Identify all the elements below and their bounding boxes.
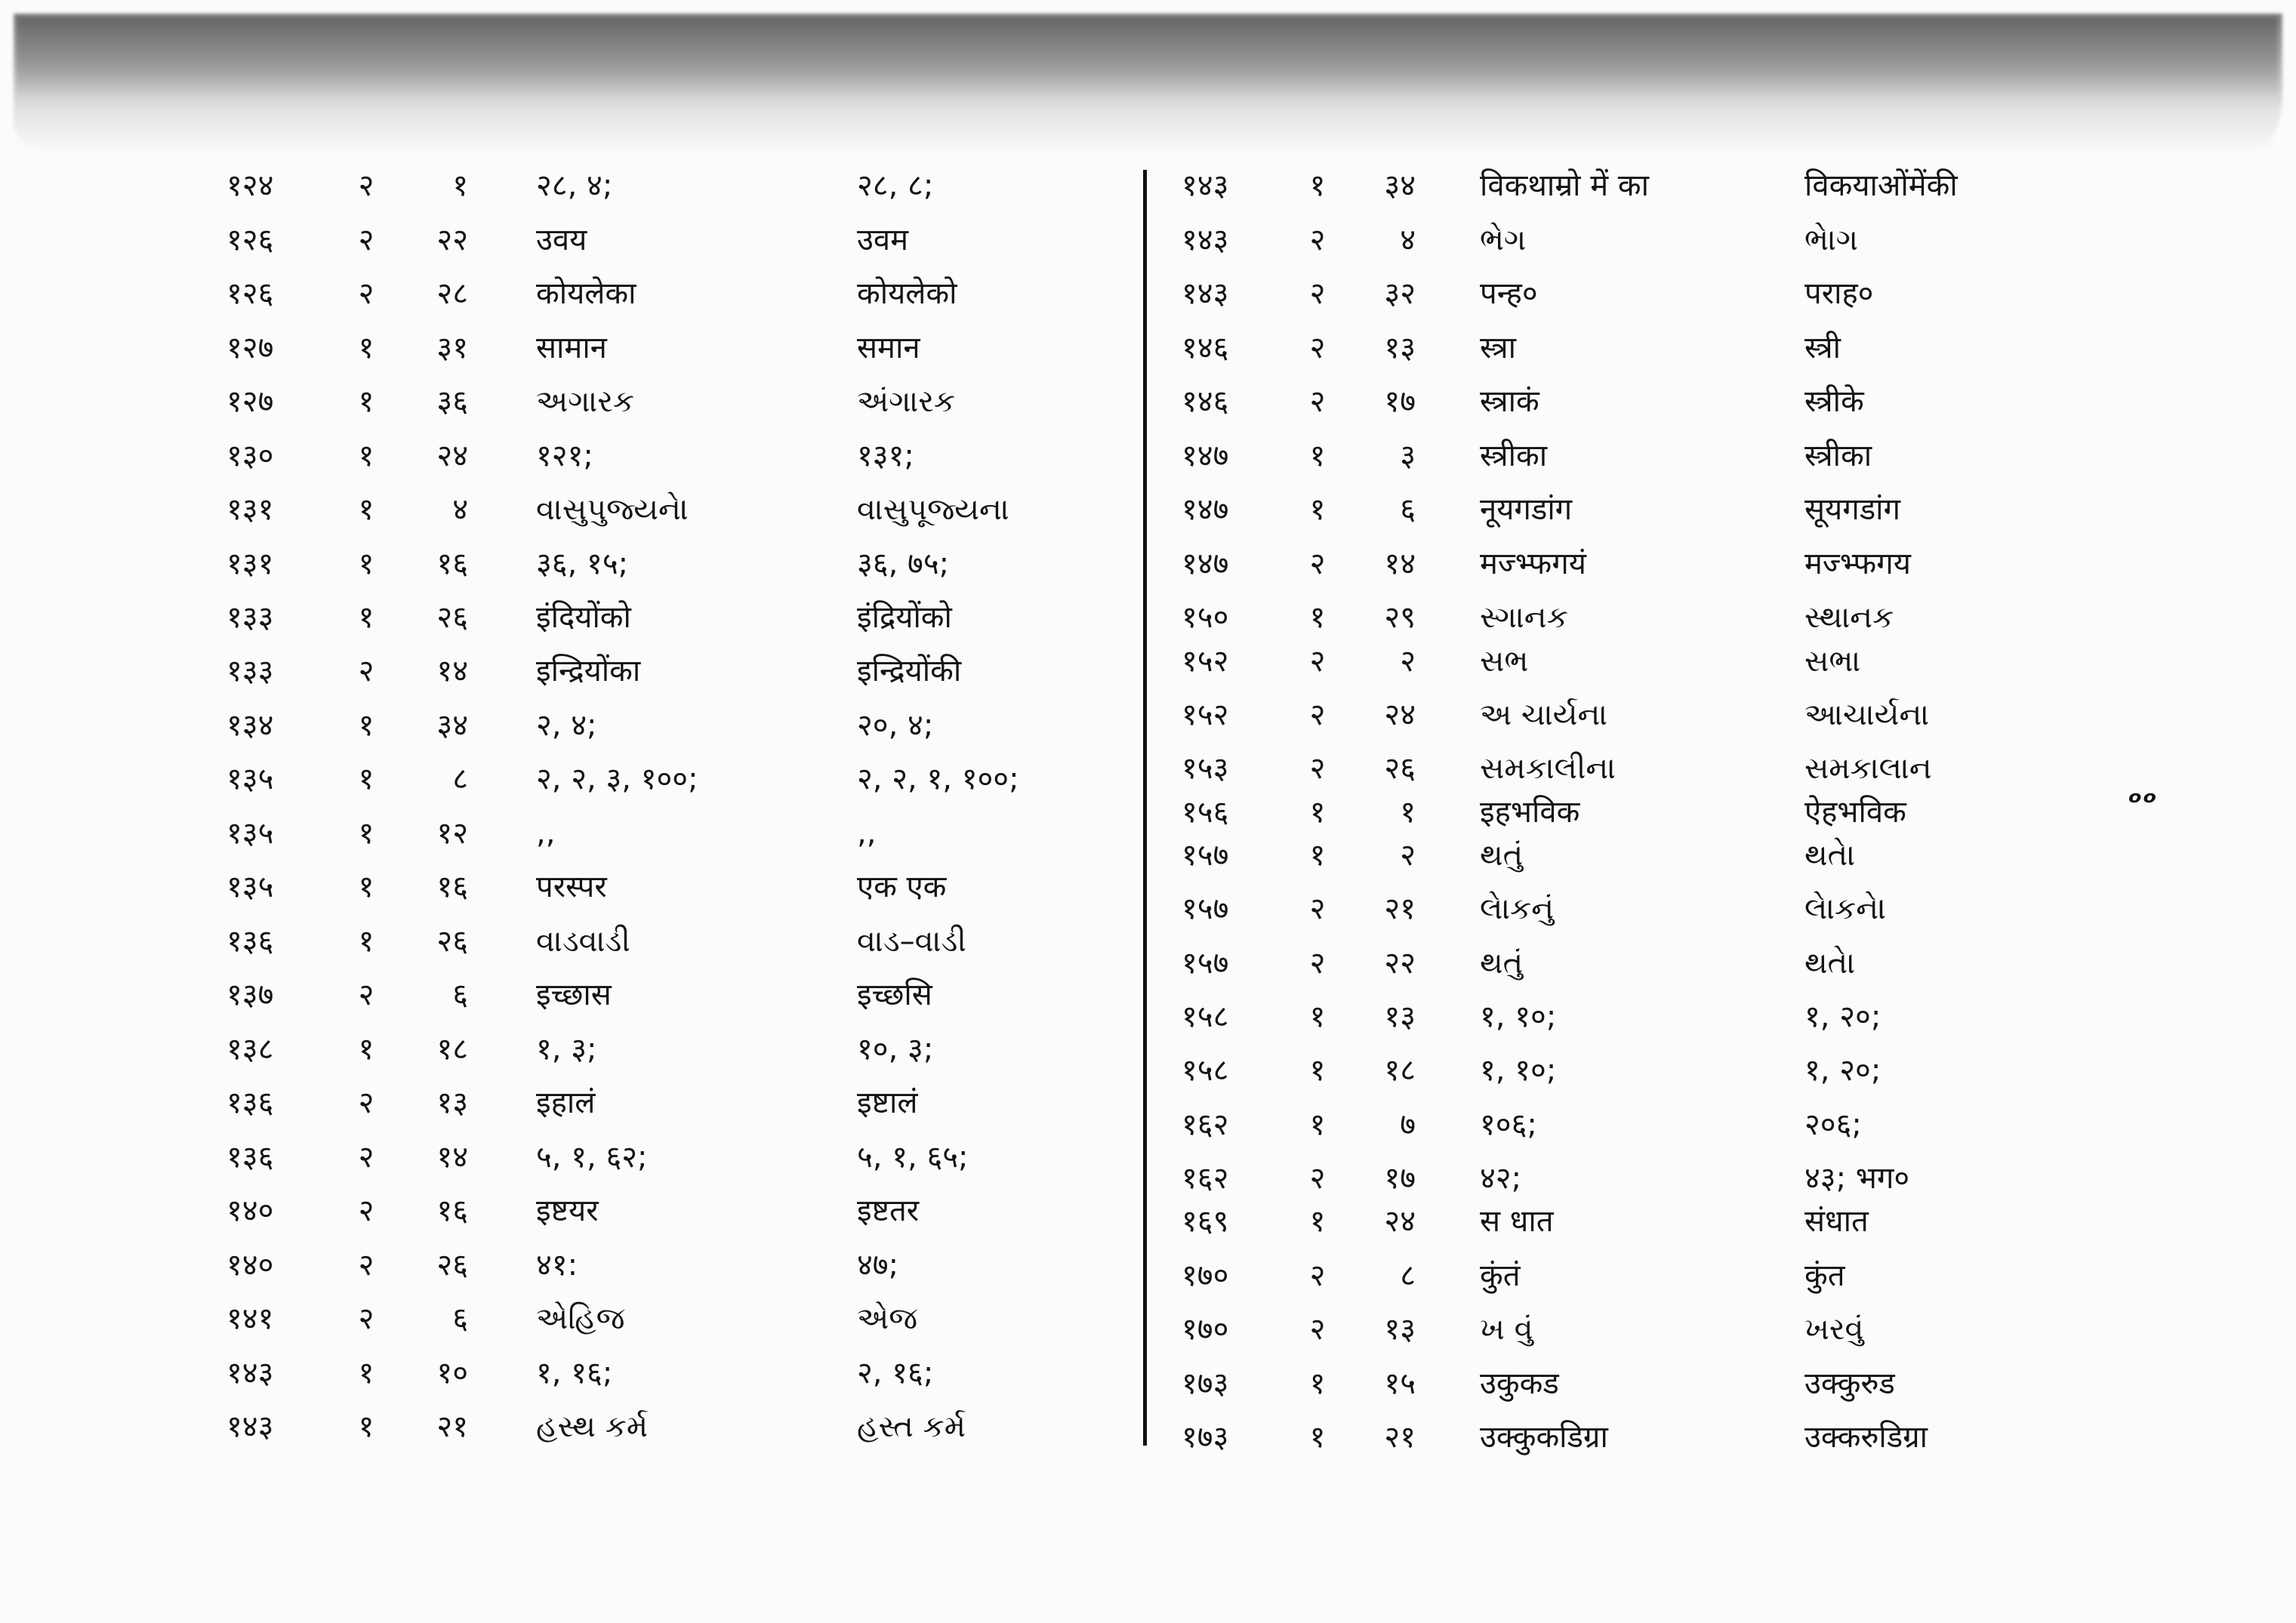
incorrect-text: १०६; bbox=[1480, 1107, 1537, 1142]
page-number: १४७ bbox=[1182, 439, 1229, 473]
line-number: २ bbox=[1400, 644, 1416, 679]
line-number: २१ bbox=[436, 1409, 468, 1444]
correct-text: मज्भ्फगय bbox=[1804, 547, 1911, 581]
column-number: २ bbox=[1309, 1161, 1326, 1196]
page-number: १६२ bbox=[1182, 1161, 1229, 1196]
incorrect-text: परस्पर bbox=[536, 870, 607, 904]
incorrect-text: १, १६; bbox=[536, 1356, 613, 1390]
correct-text: उवम bbox=[857, 223, 909, 257]
correct-text: १, २०; bbox=[1804, 999, 1881, 1034]
line-number: १३ bbox=[436, 1086, 468, 1120]
errata-row bbox=[227, 650, 1140, 692]
page-number: १४७ bbox=[1182, 547, 1229, 581]
incorrect-text: उकुकड bbox=[1480, 1366, 1559, 1401]
line-number: २९ bbox=[1384, 600, 1416, 635]
correct-text: એજ bbox=[857, 1301, 918, 1336]
line-number: १५ bbox=[1384, 1366, 1416, 1401]
errata-row bbox=[1182, 543, 2088, 585]
correct-text: इष्टतर bbox=[857, 1193, 920, 1228]
column-number: १ bbox=[358, 547, 374, 581]
line-number: २४ bbox=[436, 439, 468, 473]
incorrect-text: ५, १, ६२; bbox=[536, 1140, 648, 1175]
line-number: १ bbox=[452, 168, 468, 203]
column-number: २ bbox=[1309, 751, 1326, 786]
page-number: १३५ bbox=[227, 816, 274, 851]
correct-text: २०, ४; bbox=[857, 708, 934, 743]
page-number: १६२ bbox=[1182, 1107, 1229, 1142]
page-number: १४३ bbox=[1182, 276, 1229, 311]
incorrect-text: થતું bbox=[1480, 946, 1524, 981]
line-number: २४ bbox=[1384, 1204, 1416, 1239]
incorrect-text: ખ વું bbox=[1480, 1312, 1533, 1347]
margin-mark: ᵒᵒ bbox=[2128, 785, 2158, 820]
correct-text: इन्द्रियोंकी bbox=[857, 654, 962, 688]
incorrect-text: पन्ह० bbox=[1480, 276, 1538, 311]
page-number: १४६ bbox=[1182, 384, 1229, 419]
line-number: ६ bbox=[1400, 492, 1416, 527]
errata-row bbox=[1182, 219, 2088, 261]
line-number: २ bbox=[1400, 838, 1416, 873]
errata-row bbox=[227, 488, 1140, 531]
errata-row bbox=[227, 1028, 1140, 1070]
line-number: २६ bbox=[436, 924, 468, 959]
errata-row bbox=[227, 273, 1140, 315]
incorrect-text: થતું bbox=[1480, 838, 1524, 873]
line-number: १८ bbox=[1384, 1053, 1416, 1088]
errata-row bbox=[1182, 327, 2088, 369]
column-number: १ bbox=[1309, 838, 1326, 873]
column-number: १ bbox=[358, 1032, 374, 1067]
incorrect-text: ३६, १५; bbox=[536, 547, 629, 581]
page-number: १४० bbox=[227, 1248, 274, 1283]
errata-row bbox=[1182, 1255, 2088, 1297]
line-number: १८ bbox=[436, 1032, 468, 1067]
page-number: १४७ bbox=[1182, 492, 1229, 527]
correct-text: विकयाओंमेंकी bbox=[1804, 168, 1958, 203]
column-number: २ bbox=[358, 1140, 374, 1175]
line-number: २६ bbox=[436, 600, 468, 635]
incorrect-text: सामान bbox=[536, 331, 607, 365]
column-number: २ bbox=[358, 654, 374, 688]
correct-text: इष्टालं bbox=[857, 1086, 918, 1120]
page-number: १४६ bbox=[1182, 331, 1229, 365]
page-number: १३८ bbox=[227, 1032, 274, 1067]
page-number: १५६ bbox=[1182, 795, 1229, 830]
line-number: १ bbox=[1400, 795, 1416, 830]
correct-text: હસ્ત કર્મ bbox=[857, 1409, 966, 1444]
correct-text: कोयलेको bbox=[857, 276, 957, 311]
column-number: १ bbox=[358, 384, 374, 419]
column-number: २ bbox=[358, 276, 374, 311]
incorrect-text: कुंतं bbox=[1480, 1258, 1521, 1293]
page-number: १३४ bbox=[227, 708, 274, 743]
column-number: २ bbox=[1309, 547, 1326, 581]
page-number: १५७ bbox=[1182, 892, 1229, 926]
incorrect-text: मज्भ्फगयं bbox=[1480, 547, 1586, 581]
page-number: १४० bbox=[227, 1193, 274, 1228]
page-number: १४३ bbox=[1182, 223, 1229, 257]
line-number: १४ bbox=[1384, 547, 1416, 581]
column-number: २ bbox=[1309, 892, 1326, 926]
incorrect-text: હસ્થ કર્મ bbox=[536, 1409, 649, 1444]
errata-row bbox=[227, 812, 1140, 855]
line-number: १४ bbox=[436, 1140, 468, 1175]
correct-text: ४७; bbox=[857, 1248, 899, 1283]
correct-text: समान bbox=[857, 331, 920, 365]
column-number: २ bbox=[358, 168, 374, 203]
column-number: २ bbox=[358, 1193, 374, 1228]
column-number: १ bbox=[1309, 999, 1326, 1034]
page-number: १३७ bbox=[227, 978, 274, 1012]
errata-row bbox=[227, 1190, 1140, 1232]
incorrect-text: १, १०; bbox=[1480, 999, 1557, 1034]
page-number: १२७ bbox=[227, 331, 274, 365]
page-number: १३६ bbox=[227, 1140, 274, 1175]
column-number: २ bbox=[1309, 331, 1326, 365]
line-number: २२ bbox=[1384, 946, 1416, 981]
errata-row bbox=[1182, 1363, 2088, 1405]
errata-row bbox=[227, 866, 1140, 908]
correct-text: २८, ८; bbox=[857, 168, 934, 203]
line-number: ३२ bbox=[1384, 276, 1416, 311]
correct-text: ३६, ७५; bbox=[857, 547, 950, 581]
incorrect-text: અ ચાર્યના bbox=[1480, 698, 1608, 732]
correct-text: स्त्रीका bbox=[1804, 439, 1872, 473]
page-number: १३१ bbox=[227, 547, 274, 581]
page-number: १४३ bbox=[227, 1356, 274, 1390]
errata-row bbox=[1182, 694, 2088, 736]
errata-row bbox=[227, 219, 1140, 261]
column-number: १ bbox=[358, 331, 374, 365]
column-number: १ bbox=[358, 870, 374, 904]
column-number: २ bbox=[1309, 276, 1326, 311]
errata-row bbox=[227, 1244, 1140, 1286]
errata-row bbox=[1182, 165, 2088, 207]
column-number: २ bbox=[1309, 698, 1326, 732]
correct-text: અંગારક bbox=[857, 384, 956, 419]
column-number: १ bbox=[358, 600, 374, 635]
column-number: १ bbox=[1309, 795, 1326, 830]
line-number: ८ bbox=[1400, 1258, 1416, 1293]
correct-text: संधात bbox=[1804, 1204, 1869, 1239]
correct-text: २०६; bbox=[1804, 1107, 1862, 1142]
errata-row bbox=[1182, 996, 2088, 1038]
incorrect-text: २८, ४; bbox=[536, 168, 613, 203]
incorrect-text: એહિજ bbox=[536, 1301, 625, 1336]
line-number: ४ bbox=[452, 492, 468, 527]
incorrect-text: कोयलेका bbox=[536, 276, 636, 311]
incorrect-text: અગારક bbox=[536, 384, 635, 419]
correct-text: સમકાલાન bbox=[1804, 751, 1932, 786]
correct-text: एक एक bbox=[857, 870, 947, 904]
incorrect-text: ,, bbox=[536, 816, 556, 851]
column-number: २ bbox=[358, 1301, 374, 1336]
column-number: १ bbox=[1309, 600, 1326, 635]
column-divider bbox=[1143, 170, 1147, 1446]
correct-text: લેાકને। bbox=[1804, 892, 1887, 926]
line-number: ४ bbox=[1400, 223, 1416, 257]
correct-text: થતેા bbox=[1804, 946, 1855, 981]
column-number: १ bbox=[358, 708, 374, 743]
line-number: १४ bbox=[436, 654, 468, 688]
column-number: १ bbox=[358, 1409, 374, 1444]
page-number: १३५ bbox=[227, 870, 274, 904]
incorrect-text: १, ३; bbox=[536, 1032, 597, 1067]
errata-row bbox=[1182, 1416, 2088, 1458]
correct-text: ५, १, ६५; bbox=[857, 1140, 969, 1175]
errata-row bbox=[227, 920, 1140, 962]
column-number: २ bbox=[358, 223, 374, 257]
line-number: २६ bbox=[436, 1248, 468, 1283]
errata-row bbox=[227, 596, 1140, 639]
column-number: १ bbox=[1309, 492, 1326, 527]
errata-row bbox=[227, 758, 1140, 800]
page-number: १६९ bbox=[1182, 1204, 1229, 1239]
line-number: ७ bbox=[1400, 1107, 1416, 1142]
incorrect-text: इहभविक bbox=[1480, 795, 1580, 830]
errata-row bbox=[1182, 1049, 2088, 1092]
page-number: १७० bbox=[1182, 1312, 1229, 1347]
correct-text: ભેાગ bbox=[1804, 223, 1858, 257]
column-number: २ bbox=[1309, 1258, 1326, 1293]
errata-row bbox=[227, 435, 1140, 477]
page-number: १५८ bbox=[1182, 999, 1229, 1034]
page-number: १७३ bbox=[1182, 1366, 1229, 1401]
page-number: १५० bbox=[1182, 600, 1229, 635]
column-number: १ bbox=[358, 492, 374, 527]
incorrect-text: विकथाम्रो में का bbox=[1480, 168, 1649, 203]
line-number: २१ bbox=[1384, 892, 1416, 926]
line-number: १० bbox=[436, 1356, 468, 1390]
column-number: १ bbox=[358, 816, 374, 851]
column-number: १ bbox=[358, 924, 374, 959]
page-number: १४१ bbox=[227, 1301, 274, 1336]
page-number: १५८ bbox=[1182, 1053, 1229, 1088]
line-number: २६ bbox=[1384, 751, 1416, 786]
page-number: १२४ bbox=[227, 168, 274, 203]
correct-text: ખરવું bbox=[1804, 1312, 1864, 1347]
line-number: १३ bbox=[1384, 1312, 1416, 1347]
errata-row bbox=[1182, 1200, 2088, 1243]
errata-row bbox=[1182, 596, 2088, 639]
correct-text: सूयगडांग bbox=[1804, 492, 1901, 527]
errata-row bbox=[227, 1136, 1140, 1178]
errata-row bbox=[227, 974, 1140, 1016]
errata-row bbox=[227, 543, 1140, 585]
line-number: १६ bbox=[436, 870, 468, 904]
line-number: २४ bbox=[1384, 698, 1416, 732]
line-number: ६ bbox=[452, 1301, 468, 1336]
page-number: १५७ bbox=[1182, 946, 1229, 981]
incorrect-text: नूयगडांग bbox=[1480, 492, 1573, 527]
column-number: २ bbox=[1309, 1312, 1326, 1347]
correct-text: ४३; भग० bbox=[1804, 1161, 1910, 1196]
incorrect-text: स्त्रा bbox=[1480, 331, 1516, 365]
correct-text: २, २, १, १००; bbox=[857, 762, 1019, 796]
incorrect-text: ભેગ bbox=[1480, 223, 1527, 257]
column-number: १ bbox=[1309, 1366, 1326, 1401]
line-number: ३६ bbox=[436, 384, 468, 419]
column-number: २ bbox=[1309, 384, 1326, 419]
incorrect-text: इहालं bbox=[536, 1086, 596, 1120]
errata-row bbox=[227, 327, 1140, 369]
incorrect-text: स धात bbox=[1480, 1204, 1554, 1239]
page-number: १५२ bbox=[1182, 644, 1229, 679]
page-number: १३३ bbox=[227, 600, 274, 635]
correct-text: ,, bbox=[857, 816, 877, 851]
page-number: १३३ bbox=[227, 654, 274, 688]
column-number: १ bbox=[358, 762, 374, 796]
column-number: १ bbox=[1309, 1204, 1326, 1239]
errata-row bbox=[1182, 640, 2088, 682]
incorrect-text: १, १०; bbox=[1480, 1053, 1557, 1088]
incorrect-text: इन्द्रियोंका bbox=[536, 654, 641, 688]
errata-row bbox=[227, 1298, 1140, 1340]
incorrect-text: १२१; bbox=[536, 439, 593, 473]
column-number: २ bbox=[358, 978, 374, 1012]
line-number: १७ bbox=[1384, 1161, 1416, 1196]
incorrect-text: વાડવાડી bbox=[536, 924, 630, 959]
page-number: १२६ bbox=[227, 276, 274, 311]
correct-text: ऐहभविक bbox=[1804, 795, 1906, 830]
column-number: १ bbox=[1309, 439, 1326, 473]
column-number: २ bbox=[1309, 644, 1326, 679]
page-number: १७३ bbox=[1182, 1420, 1229, 1455]
page-number: १३५ bbox=[227, 762, 274, 796]
line-number: १६ bbox=[436, 547, 468, 581]
errata-row bbox=[1182, 380, 2088, 423]
page-number: १२६ bbox=[227, 223, 274, 257]
page-number: १५७ bbox=[1182, 838, 1229, 873]
correct-text: कुंत bbox=[1804, 1258, 1845, 1293]
page-number: १५२ bbox=[1182, 698, 1229, 732]
errata-row bbox=[1182, 1104, 2088, 1146]
correct-text: उक्करुडिग्रा bbox=[1804, 1420, 1928, 1455]
incorrect-text: ४१: bbox=[536, 1248, 578, 1283]
correct-text: इच्छसि bbox=[857, 978, 932, 1012]
incorrect-text: इच्छास bbox=[536, 978, 612, 1012]
line-number: १३ bbox=[1384, 331, 1416, 365]
line-number: २२ bbox=[436, 223, 468, 257]
incorrect-text: २, २, ३, १००; bbox=[536, 762, 698, 796]
errata-row bbox=[1182, 1157, 2088, 1200]
correct-text: વાસુપૂજ્યના bbox=[857, 492, 1009, 527]
line-number: ३४ bbox=[1384, 168, 1416, 203]
errata-row bbox=[227, 1082, 1140, 1124]
incorrect-text: સ્ગાનક bbox=[1480, 600, 1568, 635]
correct-text: વાડ–વાડી bbox=[857, 924, 966, 959]
column-number: १ bbox=[358, 439, 374, 473]
incorrect-text: स्त्राकं bbox=[1480, 384, 1539, 419]
errata-row bbox=[1182, 942, 2088, 984]
incorrect-text: લેાકનું bbox=[1480, 892, 1555, 926]
page-number: १२७ bbox=[227, 384, 274, 419]
incorrect-text: સભ bbox=[1480, 644, 1529, 679]
column-number: १ bbox=[1309, 1107, 1326, 1142]
line-number: ८ bbox=[452, 762, 468, 796]
line-number: १७ bbox=[1384, 384, 1416, 419]
correct-text: उक्कुरुड bbox=[1804, 1366, 1895, 1401]
correct-text: થતેા bbox=[1804, 838, 1855, 873]
line-number: २१ bbox=[1384, 1420, 1416, 1455]
incorrect-text: इष्टयर bbox=[536, 1193, 599, 1228]
errata-row bbox=[227, 165, 1140, 207]
incorrect-text: વાસુપુજ્યને। bbox=[536, 492, 689, 527]
scan-edge-gradient bbox=[14, 14, 2282, 153]
errata-row bbox=[1182, 1308, 2088, 1350]
correct-text: १०, ३; bbox=[857, 1032, 934, 1067]
correct-text: સભા bbox=[1804, 644, 1861, 679]
correct-text: २, १६; bbox=[857, 1356, 934, 1390]
column-number: १ bbox=[1309, 1420, 1326, 1455]
column-number: २ bbox=[358, 1086, 374, 1120]
line-number: १३ bbox=[1384, 999, 1416, 1034]
errata-row bbox=[1182, 834, 2088, 876]
line-number: ३१ bbox=[436, 331, 468, 365]
column-number: २ bbox=[1309, 223, 1326, 257]
incorrect-text: स्त्रीका bbox=[1480, 439, 1548, 473]
errata-row bbox=[1182, 488, 2088, 531]
correct-text: स्त्रीके bbox=[1804, 384, 1864, 419]
line-number: ३ bbox=[1400, 439, 1416, 473]
correct-text: સ્થાનક bbox=[1804, 600, 1894, 635]
errata-row bbox=[227, 704, 1140, 747]
page-number: १३६ bbox=[227, 1086, 274, 1120]
column-number: १ bbox=[1309, 1053, 1326, 1088]
incorrect-text: સમકાલીના bbox=[1480, 751, 1616, 786]
column-number: १ bbox=[358, 1356, 374, 1390]
page-number: १७० bbox=[1182, 1258, 1229, 1293]
correct-text: पराह० bbox=[1804, 276, 1874, 311]
errata-row bbox=[1182, 747, 2088, 790]
correct-text: १, २०; bbox=[1804, 1053, 1881, 1088]
incorrect-text: उवय bbox=[536, 223, 587, 257]
column-number: २ bbox=[358, 1248, 374, 1283]
incorrect-text: २, ४; bbox=[536, 708, 597, 743]
errata-row bbox=[1182, 888, 2088, 930]
line-number: २८ bbox=[436, 276, 468, 311]
page-number: १३१ bbox=[227, 492, 274, 527]
line-number: १२ bbox=[436, 816, 468, 851]
line-number: १६ bbox=[436, 1193, 468, 1228]
errata-row bbox=[1182, 791, 2088, 833]
errata-row bbox=[1182, 273, 2088, 315]
column-number: १ bbox=[1309, 168, 1326, 203]
correct-text: १३१; bbox=[857, 439, 914, 473]
errata-row bbox=[227, 1352, 1140, 1394]
page-number: १४३ bbox=[1182, 168, 1229, 203]
page-number: १५३ bbox=[1182, 751, 1229, 786]
incorrect-text: इंदियोंको bbox=[536, 600, 631, 635]
page-number: १४३ bbox=[227, 1409, 274, 1444]
correct-text: આચાર્યના bbox=[1804, 698, 1930, 732]
column-number: २ bbox=[1309, 946, 1326, 981]
page-number: १३० bbox=[227, 439, 274, 473]
incorrect-text: उक्कुकडिग्रा bbox=[1480, 1420, 1608, 1455]
errata-row bbox=[227, 380, 1140, 423]
correct-text: इंद्रियोंको bbox=[857, 600, 952, 635]
errata-row bbox=[227, 1406, 1140, 1448]
line-number: ३४ bbox=[436, 708, 468, 743]
page-number: १३६ bbox=[227, 924, 274, 959]
incorrect-text: ४२; bbox=[1480, 1161, 1522, 1196]
correct-text: स्त्री bbox=[1804, 331, 1841, 365]
errata-row bbox=[1182, 435, 2088, 477]
line-number: ६ bbox=[452, 978, 468, 1012]
